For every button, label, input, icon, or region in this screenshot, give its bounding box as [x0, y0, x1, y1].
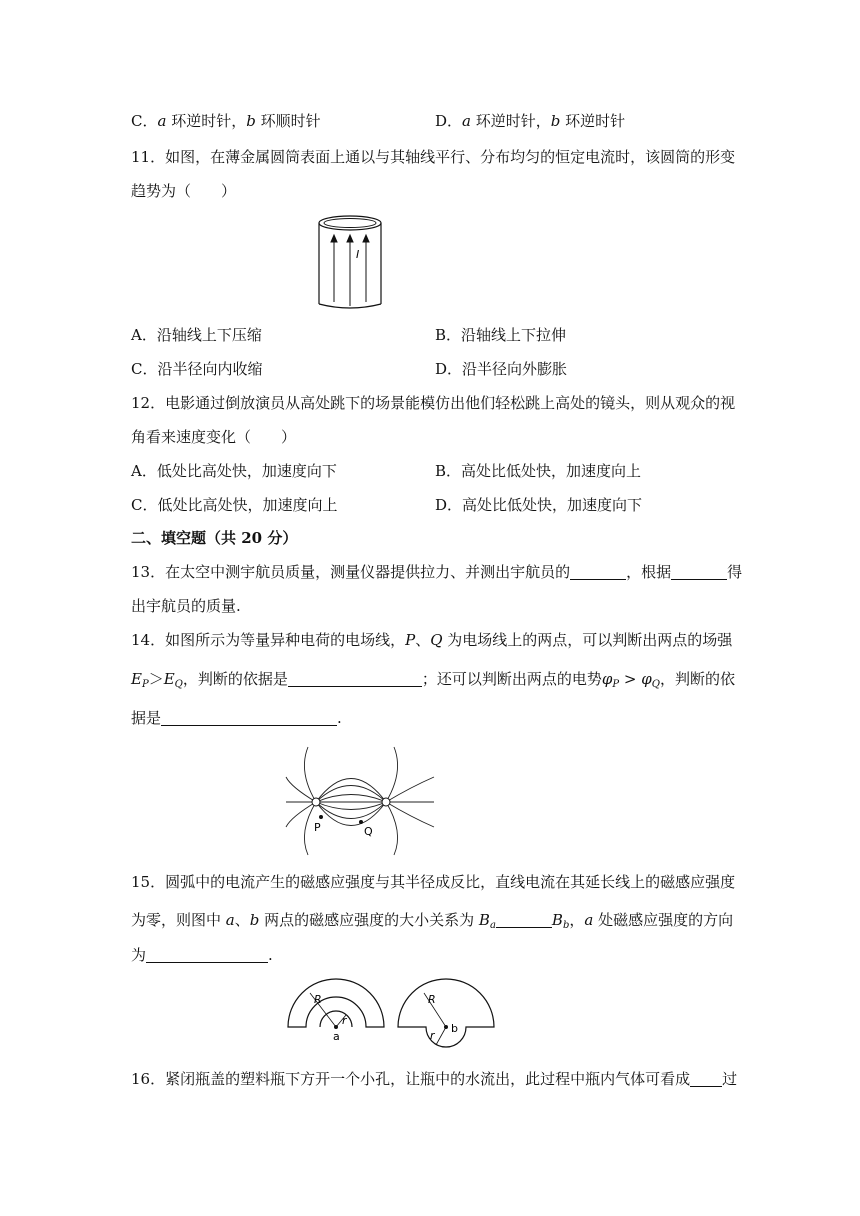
q15-arc-figure-a [286, 979, 386, 1041]
q11-option-b: B．沿轴线上下拉伸 [435, 326, 567, 344]
q12-stem-line1: 12．电影通过倒放演员从高处跳下的场景能模仿出他们轻松跳上高处的镜头，则从观众的视 [131, 394, 736, 412]
q14-point-q-label: Q [364, 825, 373, 838]
q15-stem-line1: 15．圆弧中的电流产生的磁感应强度与其半径成反比，直线电流在其延长线上的磁感应强度 [131, 873, 736, 891]
q11-option-a: A．沿轴线上下压缩 [131, 326, 262, 344]
q10-option-c: C．a 环逆时针，b 环顺时针 [131, 112, 321, 130]
q13-blank-2[interactable] [671, 563, 727, 580]
q11-stem-line2: 趋势为（ ） [131, 182, 237, 200]
q11-stem-line1: 11．如图，在薄金属圆筒表面上通以与其轴线平行、分布均匀的恒定电流时，该圆筒的形变 [131, 148, 736, 166]
q12-stem-line2: 角看来速度变化（ ） [131, 428, 297, 446]
q15-point-b-label: b [451, 1022, 458, 1035]
q11-current-label: I [356, 248, 360, 261]
q14-field-lines-figure [286, 747, 434, 855]
q12-option-a: A．低处比高处快，加速度向下 [131, 462, 337, 480]
q12-option-b: B．高处比低处快，加速度向上 [435, 462, 642, 480]
q15-arc-figure-b [396, 979, 496, 1051]
q13-stem-line2: 出宇航员的质量. [131, 597, 241, 615]
q15-stem-line3: 为 . [131, 946, 273, 964]
q11-option-d: D．沿半径向外膨胀 [435, 360, 568, 378]
section-heading: 二、填空题（共 20 分） [131, 529, 298, 547]
q12-option-c: C．低处比高处快，加速度向上 [131, 496, 338, 514]
q14-stem-line1: 14．如图所示为等量异种电荷的电场线，P、Q 为电场线上的两点，可以判断出两点的场强 [131, 631, 733, 649]
q16-blank-1[interactable] [690, 1070, 722, 1087]
q15-fig-a-R-label: R [314, 993, 322, 1006]
q15-fig-b-R-label: R [428, 993, 436, 1006]
q13-stem-line1: 13．在太空中测宇航员质量，测量仪器提供拉力、并测出宇航员的 ，根据 得 [131, 563, 743, 581]
q15-blank-2[interactable] [146, 946, 268, 963]
q14-point-p-label: P [314, 821, 321, 834]
q12-option-d: D．高处比低处快，加速度向下 [435, 496, 643, 514]
q16-stem-line1: 16．紧闭瓶盖的塑料瓶下方开一个小孔，让瓶中的水流出，此过程中瓶内气体可看成 过 [131, 1070, 738, 1088]
q15-fig-b-r-label: r [430, 1029, 435, 1042]
q14-blank-2[interactable] [161, 709, 337, 726]
q15-blank-1[interactable] [496, 911, 552, 928]
q10-option-d: D．a 环逆时针，b 环逆时针 [435, 112, 626, 130]
q14-stem-line2: $E_P>E_Q$，判断的依据是 ；还可以判断出两点的电势$\varphi_P > \varphi_Q$，判断的依 [131, 670, 735, 690]
q14-blank-1[interactable] [288, 670, 422, 687]
q14-stem-line3: 据是 . [131, 709, 342, 727]
q13-blank-1[interactable] [570, 563, 626, 580]
q11-option-c: C．沿半径向内收缩 [131, 360, 263, 378]
q15-stem-line2: 为零，则图中 a、b 两点的磁感应强度的大小关系为 $B_a$ $B_b$，a 处磁感应强度的方向 [131, 911, 734, 931]
q15-fig-a-r-label: r [342, 1014, 347, 1027]
q15-point-a-label: a [333, 1030, 340, 1043]
q11-cylinder-figure [316, 214, 384, 310]
